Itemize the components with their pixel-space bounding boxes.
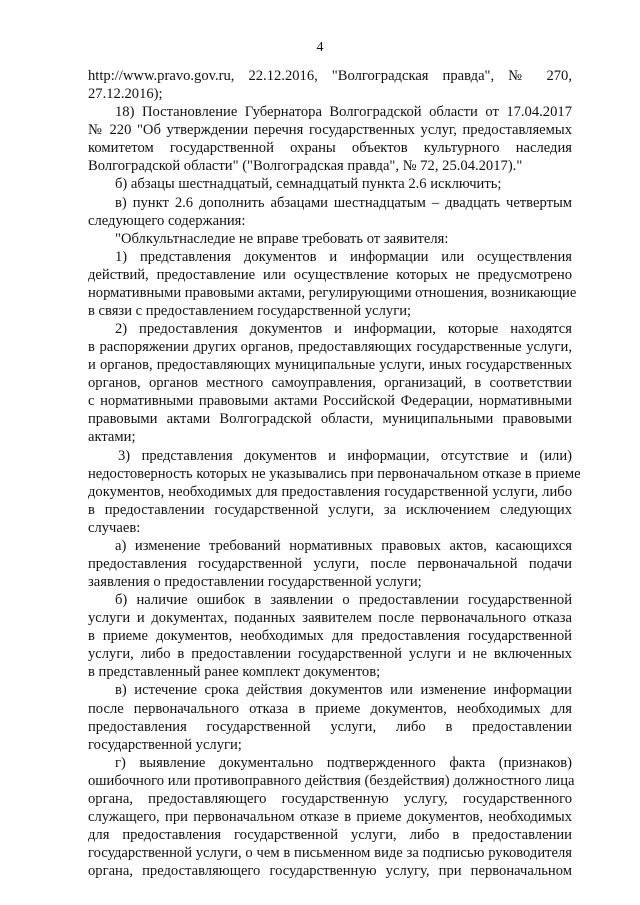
text-line: после первоначального отказа в приеме документов, необходимых для bbox=[88, 700, 572, 717]
text-line: органов, органов местного самоуправления, организаций, в соответствии bbox=[88, 375, 572, 392]
text-line: в предоставлении государственной услуги, за исключением следующих bbox=[88, 501, 572, 518]
text-line: предоставления государственной услуги, после первоначальной подачи bbox=[88, 555, 572, 572]
text-line: для предоставления государственной услуги, либо в предоставлении bbox=[88, 826, 572, 843]
text-line: государственной услуги, о чем в письменном виде за подписью руководителя bbox=[88, 845, 572, 861]
text-line: в представленный ранее комплект документов; bbox=[88, 664, 381, 681]
text-line: услуги, либо в предоставлении государственной услуги и не включенных bbox=[88, 646, 572, 663]
text-line: г) выявление документально подтвержденного факта (признаков) bbox=[115, 754, 572, 771]
text-line: 3) представления документов и информации, отсутствие и (или) bbox=[118, 447, 572, 464]
text-line: ошибочного или противоправного действия (бездействия) должностного лица bbox=[88, 772, 575, 789]
text-line: случаев: bbox=[88, 519, 141, 536]
text-line: 27.12.2016); bbox=[88, 86, 163, 103]
text-line: действий, предоставление или осуществление которых не предусмотрено bbox=[88, 266, 572, 283]
text-line: № 220 "Об утверждении перечня государственных услуг, предоставляемых bbox=[88, 122, 572, 139]
text-line: услуги и документах, поданных заявителем после первоначального отказа bbox=[88, 610, 572, 627]
text-line: в приеме документов, необходимых для предоставления государственной bbox=[88, 628, 572, 645]
text-line: в распоряжении других органов, предоставляющих государственные услуги, bbox=[88, 339, 572, 356]
text-line: с нормативными правовыми актами Российской Федерации, нормативными bbox=[88, 393, 572, 410]
text-line: и органов, предоставляющих муниципальные услуги, иных государственных bbox=[88, 357, 572, 374]
text-line: в) пункт 2.6 дополнить абзацами шестнадцатым – двадцать четвертым bbox=[115, 194, 572, 211]
text-line: а) изменение требований нормативных правовых актов, касающихся bbox=[115, 537, 572, 554]
text-line: органа, предоставляющего государственную услугу, при первоначальном bbox=[88, 863, 572, 880]
text-line: следующего содержания: bbox=[88, 212, 246, 229]
text-line: в) истечение срока действия документов или изменение информации bbox=[115, 682, 572, 699]
page-number: 4 bbox=[316, 40, 324, 55]
text-line: б) наличие ошибок в заявлении о предоставлении государственной bbox=[115, 592, 572, 608]
text-line: предоставления государственной услуги, либо в предоставлении bbox=[88, 718, 572, 735]
text-line: недостоверность которых не указывались при первоначальном отказе в приеме bbox=[88, 465, 581, 482]
text-line: служащего, при первоначальном отказе в приеме документов, необходимых bbox=[88, 808, 572, 825]
text-line: Волгоградской области" ("Волгоградская правда", № 72, 25.04.2017)." bbox=[88, 158, 523, 175]
text-line: 1) представления документов и информации или осуществления bbox=[115, 248, 572, 265]
text-line: органа, предоставляющего государственную услугу, государственного bbox=[88, 790, 572, 807]
text-line: "Облкультнаследие не вправе требовать от заявителя: bbox=[115, 230, 449, 247]
text-line: документов, необходимых для предоставления государственной услуги, либо bbox=[88, 483, 572, 500]
text-line: государственной услуги; bbox=[88, 736, 242, 753]
text-line: комитетом государственной охраны объектов культурного наследия bbox=[88, 140, 572, 157]
text-line: http://www.pravo.gov.ru, 22.12.2016, "Волгоградская правда", № 270, bbox=[88, 68, 572, 84]
text-line: нормативными правовыми актами, регулирующими отношения, возникающие bbox=[88, 284, 577, 301]
text-line: б) абзацы шестнадцатый, семнадцатый пункта 2.6 исключить; bbox=[115, 176, 502, 193]
text-line: 2) предоставления документов и информации, которые находятся bbox=[115, 321, 572, 337]
text-line: 18) Постановление Губернатора Волгоградской области от 17.04.2017 bbox=[115, 104, 572, 121]
text-line: правовыми актами Волгоградской области, муниципальными правовыми bbox=[88, 411, 572, 428]
text-line: актами; bbox=[88, 429, 136, 446]
text-line: в связи с предоставлением государственной услуги; bbox=[88, 302, 412, 319]
text-line: заявления о предоставлении государственной услуги; bbox=[88, 574, 422, 590]
